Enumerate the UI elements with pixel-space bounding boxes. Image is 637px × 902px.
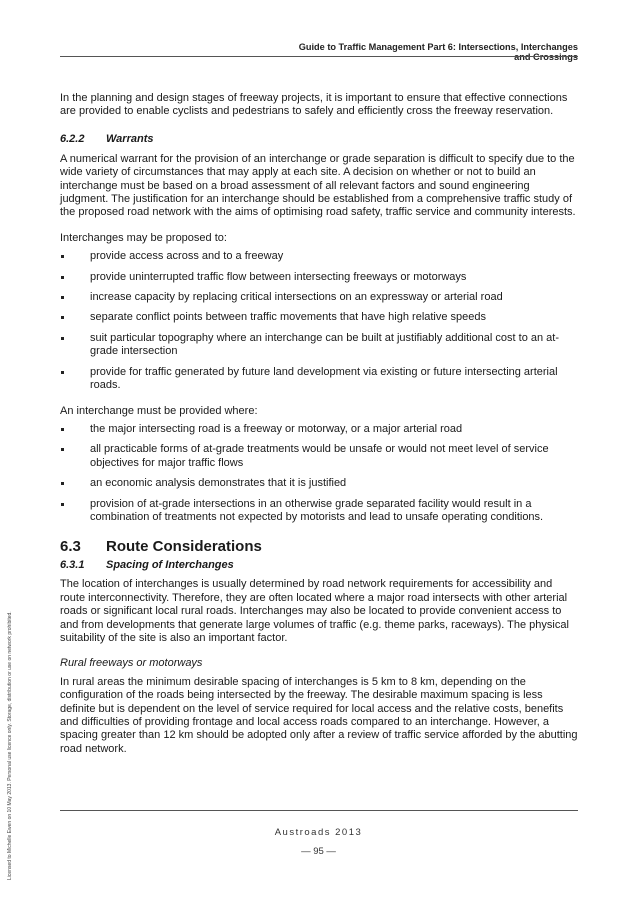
bullet-icon: [61, 503, 64, 506]
list-item: separate conflict points between traffic movements that have high relative speeds: [60, 311, 580, 324]
bullet-icon: [61, 337, 64, 340]
section-number: 6.2.2: [60, 132, 85, 145]
footer-organisation: Austroads 2013: [274, 827, 363, 838]
warrants-paragraph: A numerical warrant for the provision of an interchange or grade separation is difficult to specify due to the wide variety of circumstances that may apply at each site. A decision on whether or not to build an interchange must be based on a broad assessment of all relevant factors and sound engineering judgment. The justification for an interchange should be established from a comprehensive traffic study of the proposed road network with the aims of optimising road safety, traffic service and community interests.: [60, 152, 576, 219]
bullet-icon: [61, 482, 64, 485]
bullet-icon: [61, 371, 64, 374]
header-divider: [60, 56, 578, 57]
bullet-icon: [61, 255, 64, 258]
section-number: 6.3.1: [60, 559, 85, 572]
bullet-icon: [61, 296, 64, 299]
bullet-icon: [61, 276, 64, 279]
list2-intro: An interchange must be provided where:: [60, 404, 258, 417]
section-title: Warrants: [106, 132, 154, 145]
list-item: an economic analysis demonstrates that it is justified: [60, 477, 580, 490]
list-item: all practicable forms of at-grade treatments would be unsafe or would not meet level of service objectives for major traffic flows: [60, 443, 580, 470]
rural-paragraph: In rural areas the minimum desirable spacing of interchanges is 5 km to 8 km, depending on the configuration of the roads being intersected by the freeway. The desirable maximum spacing is less definite but is dependent on the level of service required for local access and the relative costs, benefits and difficulties of providing frontage and local access roads compared to an interchange. However, a spacing greater than 12 km should be adopted only after a review of traffic service afforded by the abutting road network.: [60, 675, 578, 755]
spacing-paragraph: The location of interchanges is usually determined by road network requirements for accessibility and route interconnectivity. Therefore, they are often located where a major road intersects with other arterial roads or significant local rural roads. Interchanges may also be located to provide convenient access to and from developments that generate large volumes of traffic (e.g. theme parks, raceways). The physical suitability of the site is also an important factor.: [60, 578, 569, 644]
list-item: provide uninterrupted traffic flow between intersecting freeways or motorways: [60, 271, 580, 284]
bullet-icon: [61, 316, 64, 319]
list-item: increase capacity by replacing critical intersections on an expressway or arterial road: [60, 291, 580, 304]
list-item: provide access across and to a freeway: [60, 250, 580, 263]
rural-freeways-heading: Rural freeways or motorways: [60, 657, 203, 670]
running-header: Guide to Traffic Management Part 6: Intersections, Interchanges and Crossings: [298, 42, 578, 62]
list-item: the major intersecting road is a freeway or motorway, or a major arterial road: [60, 423, 580, 436]
section-6-3-heading: [60, 538, 580, 555]
page-number: — 95 —: [301, 846, 336, 857]
bullet-icon: [61, 448, 64, 451]
list1-intro: Interchanges may be proposed to:: [60, 231, 227, 244]
footer-divider: [60, 810, 578, 811]
list-item: provide for traffic generated by future land development via existing or future intersecting arterial roads.: [60, 366, 580, 393]
list-item: provision of at-grade intersections in an otherwise grade separated facility would result in a combination of treatments not expected by motorists and lead to unsafe operating conditions.: [60, 498, 580, 525]
intro-paragraph: In the planning and design stages of freeway projects, it is important to ensure that effective connections are provided to enable cyclists and pedestrians to safely and efficiently cross the freeway reservation.: [60, 92, 568, 118]
list-item: suit particular topography where an interchange can be built at justifiably additional cost to an at-grade intersection: [60, 332, 580, 359]
section-title: Route Considerations: [106, 538, 262, 556]
section-title: Spacing of Interchanges: [106, 559, 234, 572]
section-number: 6.3: [60, 538, 81, 556]
bullet-icon: [61, 428, 64, 431]
interchange-purpose-list: [60, 250, 580, 392]
licence-watermark: Licensed to Michelle Ewen on 10 May 2013. Personal use licence only. Storage, distribution or use on network prohibited.: [7, 611, 13, 880]
section-6-2-2-heading: [60, 133, 580, 145]
page-body: [60, 92, 580, 756]
section-6-3-1-heading: [60, 559, 580, 571]
interchange-required-list: [60, 423, 580, 524]
